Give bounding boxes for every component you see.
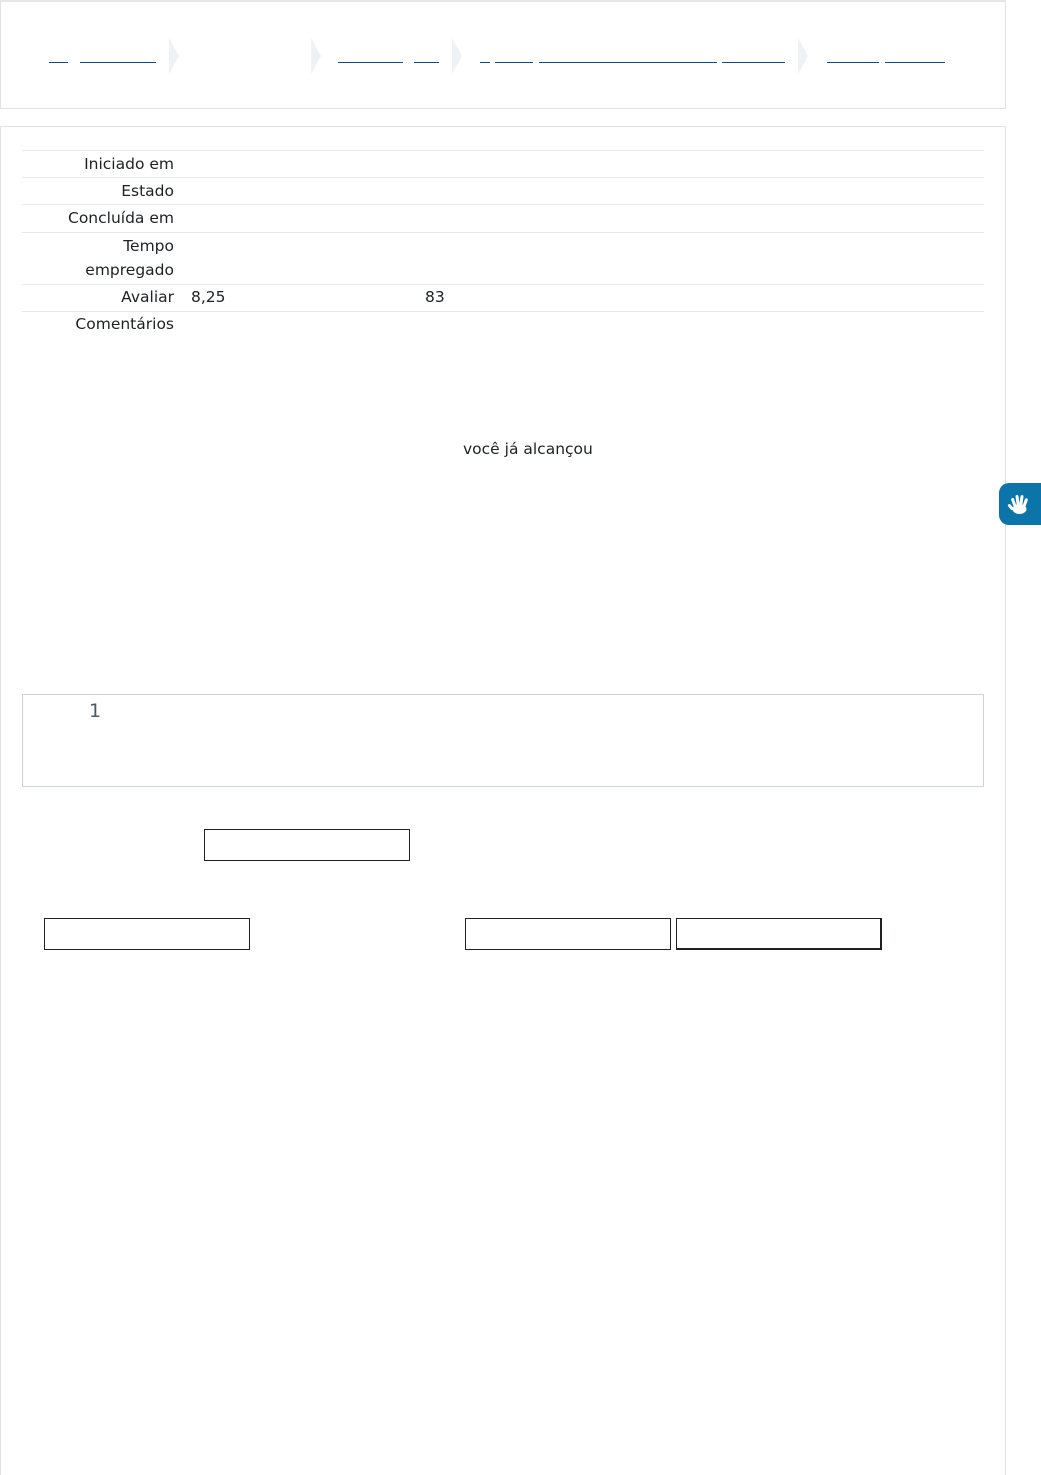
grade-label: Avaliar	[121, 288, 174, 306]
nav-button[interactable]	[465, 918, 671, 950]
chevron-right-icon	[798, 38, 808, 74]
table-divider	[22, 232, 984, 233]
grade-percent: 83	[425, 288, 445, 306]
breadcrumb-link[interactable]	[885, 62, 945, 63]
breadcrumb-link[interactable]	[495, 62, 533, 63]
accessibility-widget-button[interactable]	[999, 483, 1041, 525]
state-label: Estado	[121, 182, 174, 200]
nav-button[interactable]	[676, 918, 882, 950]
table-divider	[22, 150, 984, 151]
chevron-right-icon	[452, 38, 462, 74]
breadcrumb-link[interactable]	[414, 62, 439, 63]
breadcrumb-link[interactable]	[480, 62, 490, 63]
hands-sign-language-icon	[1006, 490, 1034, 518]
breadcrumb-link[interactable]	[80, 62, 156, 63]
question-number: 1	[89, 700, 102, 722]
table-divider	[22, 204, 984, 205]
breadcrumb-link[interactable]	[49, 62, 68, 63]
feedback-text: você já alcançou	[463, 440, 593, 458]
chevron-right-icon	[169, 38, 179, 74]
nav-button[interactable]	[44, 918, 250, 950]
time-taken-label: Tempo empregado	[85, 237, 174, 279]
completed-label: Concluída em	[68, 209, 174, 227]
table-divider	[22, 177, 984, 178]
breadcrumb-link[interactable]	[539, 62, 717, 63]
answer-button[interactable]	[204, 829, 410, 861]
question-box	[22, 694, 984, 787]
feedback-label: Comentários	[75, 315, 174, 333]
breadcrumb-card	[0, 0, 1006, 109]
breadcrumb-link[interactable]	[338, 62, 403, 63]
grade-value: 8,25	[191, 288, 226, 306]
breadcrumb-link[interactable]	[827, 62, 879, 63]
started-label: Iniciado em	[84, 155, 174, 173]
chevron-right-icon	[311, 38, 321, 74]
breadcrumb-link[interactable]	[722, 62, 785, 63]
